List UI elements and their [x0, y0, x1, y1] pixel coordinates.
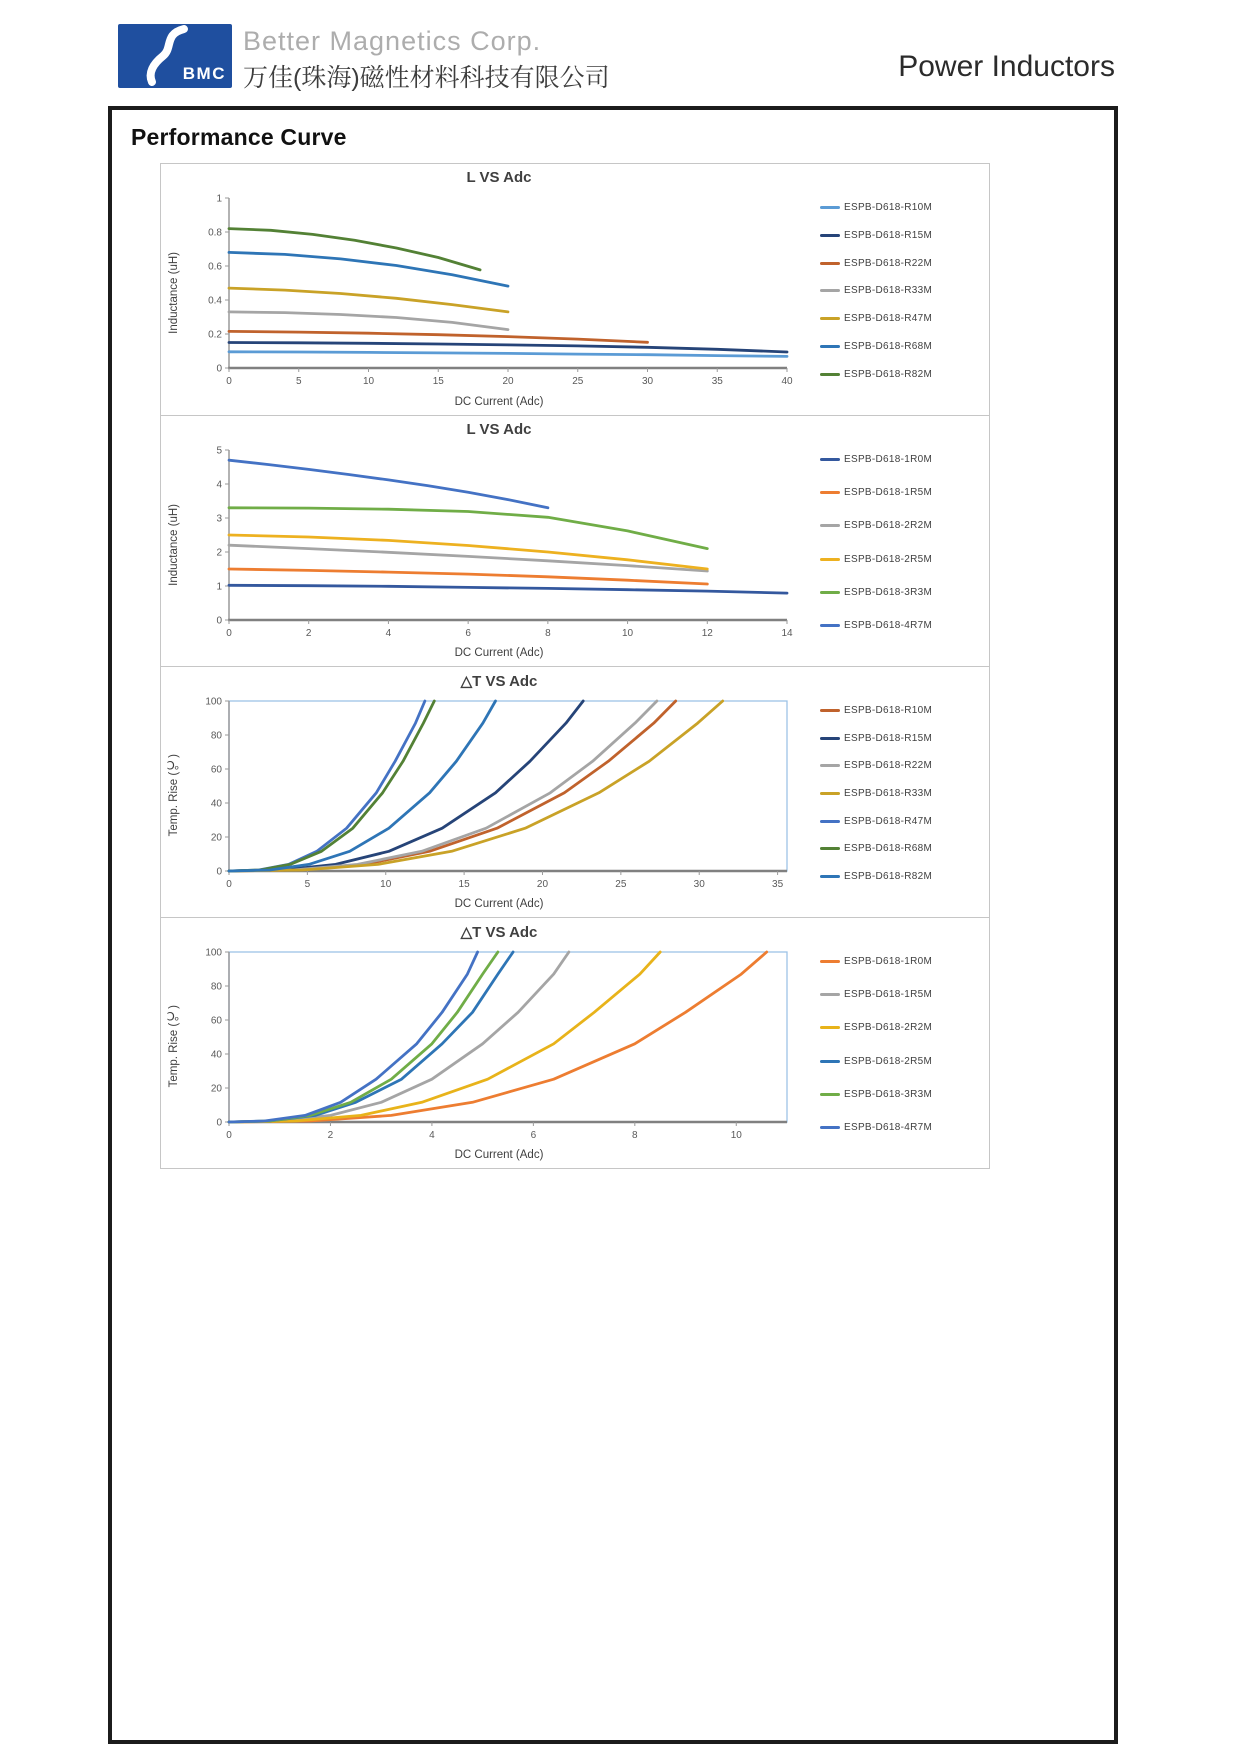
- legend-swatch-icon: [820, 206, 840, 209]
- chart-dt-vs-adc-r-series: [187, 693, 812, 893]
- legend-series-name: ESPB-D618-R10M: [844, 705, 933, 716]
- svg-text:15: 15: [432, 376, 444, 387]
- legend-item: [820, 313, 976, 324]
- svg-text:0: 0: [226, 1130, 232, 1141]
- chart-title: △T VS Adc: [460, 924, 538, 941]
- legend-series-name: ESPB-D618-R82M: [844, 368, 933, 380]
- legend-item: [820, 989, 976, 1000]
- legend-item: [820, 285, 976, 296]
- svg-text:4: 4: [385, 628, 392, 639]
- legend-item: [820, 520, 976, 531]
- svg-text:80: 80: [210, 730, 222, 742]
- legend-series-name: ESPB-D618-3R3M: [844, 1088, 933, 1100]
- legend-swatch-icon: [820, 262, 840, 265]
- svg-text:0: 0: [216, 866, 222, 878]
- chart-legend: [812, 693, 976, 898]
- svg-text:0: 0: [216, 1117, 222, 1129]
- svg-text:100: 100: [205, 696, 222, 708]
- svg-text:12: 12: [701, 628, 713, 639]
- legend-swatch-icon: [820, 317, 840, 320]
- svg-text:30: 30: [693, 879, 705, 890]
- logo-text: BMC: [182, 64, 226, 83]
- x-axis-label: DC Current (Adc): [454, 647, 544, 659]
- company-logo: [118, 24, 232, 88]
- legend-series-name: ESPB-D618-R68M: [844, 843, 933, 855]
- legend-item: [820, 871, 976, 882]
- legend-swatch-icon: [820, 591, 840, 594]
- svg-text:0: 0: [226, 879, 232, 890]
- svg-text:8: 8: [545, 628, 551, 639]
- legend-series-name: ESPB-D618-3R3M: [844, 586, 933, 598]
- legend-item: [820, 554, 976, 565]
- legend-series-name: ESPB-D618-R22M: [844, 257, 933, 269]
- svg-text:40: 40: [781, 376, 793, 387]
- svg-text:2: 2: [327, 1130, 334, 1141]
- chart-l-vs-adc-r-series: [187, 190, 812, 390]
- legend-item: [820, 1089, 976, 1100]
- legend-item: [820, 341, 976, 352]
- legend-swatch-icon: [820, 764, 840, 767]
- legend-swatch-icon: [820, 234, 840, 237]
- legend-item: [820, 258, 976, 269]
- svg-text:6: 6: [465, 628, 471, 639]
- legend-series-name: ESPB-D618-R15M: [844, 732, 933, 744]
- svg-text:30: 30: [641, 376, 654, 387]
- x-axis-label: DC Current (Adc): [454, 396, 544, 408]
- svg-text:1: 1: [216, 581, 222, 593]
- svg-text:20: 20: [502, 376, 514, 387]
- legend-swatch-icon: [820, 993, 840, 996]
- legend-item: [820, 202, 976, 213]
- legend-item: [820, 956, 976, 967]
- legend-series-name: ESPB-D618-1R0M: [844, 454, 933, 465]
- legend-swatch-icon: [820, 737, 840, 740]
- svg-text:3: 3: [216, 513, 222, 525]
- chart-legend: [812, 442, 976, 647]
- svg-text:40: 40: [210, 798, 222, 810]
- svg-text:0: 0: [216, 615, 222, 627]
- svg-text:10: 10: [380, 879, 392, 890]
- svg-text:5: 5: [304, 879, 311, 890]
- chart-title: L VS Adc: [466, 169, 532, 186]
- svg-text:60: 60: [210, 1015, 222, 1027]
- y-axis-label: Inductance (uH): [168, 503, 180, 586]
- svg-text:5: 5: [216, 445, 222, 457]
- chart-cell-l-vs-adc-1r-series: [161, 415, 989, 666]
- legend-item: [820, 1056, 976, 1067]
- legend-item: [820, 1022, 976, 1033]
- legend-series-name: ESPB-D618-2R5M: [844, 1055, 933, 1067]
- svg-text:0.8: 0.8: [208, 227, 222, 239]
- legend-swatch-icon: [820, 792, 840, 795]
- legend-series-name: ESPB-D618-R22M: [844, 760, 933, 772]
- svg-text:10: 10: [622, 628, 634, 639]
- y-axis-label: Temp. Rise (℃): [168, 754, 180, 837]
- chart-cell-l-vs-adc-r-series: [161, 164, 989, 415]
- legend-item: [820, 705, 976, 716]
- x-axis-label: DC Current (Adc): [454, 1149, 544, 1161]
- legend-swatch-icon: [820, 345, 840, 348]
- svg-text:0.4: 0.4: [208, 295, 222, 307]
- legend-item: [820, 454, 976, 465]
- section-title: Performance Curve: [131, 124, 347, 150]
- legend-series-name: ESPB-D618-1R0M: [844, 956, 933, 967]
- legend-item: [820, 587, 976, 598]
- svg-text:6: 6: [530, 1130, 537, 1141]
- legend-swatch-icon: [820, 1026, 840, 1029]
- svg-text:0.2: 0.2: [208, 329, 222, 341]
- legend-swatch-icon: [820, 491, 840, 494]
- svg-text:5: 5: [295, 376, 302, 387]
- svg-text:20: 20: [536, 879, 549, 890]
- chart-cell-dt-vs-adc-r-series: [161, 666, 989, 917]
- legend-swatch-icon: [820, 960, 840, 963]
- svg-text:20: 20: [210, 832, 222, 844]
- y-axis-label: Inductance (uH): [168, 252, 180, 334]
- legend-swatch-icon: [820, 1126, 840, 1129]
- svg-text:2: 2: [216, 547, 222, 559]
- legend-swatch-icon: [820, 458, 840, 461]
- chart-dt-vs-adc-1r-series: [187, 944, 812, 1144]
- legend-swatch-icon: [820, 524, 840, 527]
- svg-text:20: 20: [210, 1083, 222, 1095]
- svg-text:0: 0: [216, 363, 222, 375]
- legend-swatch-icon: [820, 289, 840, 292]
- svg-text:0: 0: [226, 628, 232, 639]
- legend-series-name: ESPB-D618-R33M: [844, 787, 933, 799]
- svg-text:0: 0: [226, 376, 232, 387]
- legend-series-name: ESPB-D618-2R5M: [844, 553, 933, 565]
- legend-item: [820, 620, 976, 631]
- legend-item: [820, 733, 976, 744]
- legend-item: [820, 816, 976, 827]
- legend-series-name: ESPB-D618-4R7M: [844, 619, 933, 631]
- legend-item: [820, 369, 976, 380]
- legend-item: [820, 1122, 976, 1133]
- company-name-cn: 万佳(珠海)磁性材料科技有限公司: [243, 64, 610, 92]
- legend-swatch-icon: [820, 373, 840, 376]
- chart-legend: [812, 944, 976, 1149]
- svg-text:40: 40: [210, 1049, 222, 1061]
- legend-series-name: ESPB-D618-1R5M: [844, 989, 933, 1001]
- legend-swatch-icon: [820, 1093, 840, 1096]
- legend-item: [820, 760, 976, 771]
- performance-charts-container: [160, 163, 990, 1169]
- chart-title: △T VS Adc: [460, 673, 538, 690]
- chart-l-vs-adc-1r-series: [187, 442, 812, 642]
- legend-series-name: ESPB-D618-R10M: [844, 202, 933, 213]
- legend-series-name: ESPB-D618-R47M: [844, 313, 933, 325]
- legend-item: [820, 487, 976, 498]
- svg-text:4: 4: [429, 1130, 435, 1141]
- legend-swatch-icon: [820, 847, 840, 850]
- legend-series-name: ESPB-D618-1R5M: [844, 487, 933, 499]
- legend-swatch-icon: [820, 709, 840, 712]
- legend-swatch-icon: [820, 1060, 840, 1063]
- chart-title: L VS Adc: [466, 421, 532, 438]
- svg-text:4: 4: [216, 479, 222, 491]
- svg-text:14: 14: [781, 628, 793, 639]
- svg-text:0.6: 0.6: [208, 261, 222, 273]
- y-axis-label: Temp. Rise (℃): [168, 1005, 180, 1088]
- legend-series-name: ESPB-D618-R15M: [844, 229, 933, 241]
- product-category-title: Power Inductors: [898, 50, 1115, 83]
- svg-text:25: 25: [615, 879, 627, 890]
- legend-series-name: ESPB-D618-2R2M: [844, 1022, 933, 1034]
- x-axis-label: DC Current (Adc): [454, 898, 544, 910]
- chart-legend: [812, 190, 976, 396]
- svg-text:10: 10: [730, 1130, 742, 1141]
- legend-swatch-icon: [820, 875, 840, 878]
- svg-text:60: 60: [210, 764, 222, 776]
- svg-text:15: 15: [458, 879, 470, 890]
- svg-text:25: 25: [572, 376, 584, 387]
- legend-item: [820, 788, 976, 799]
- legend-swatch-icon: [820, 820, 840, 823]
- legend-series-name: ESPB-D618-R82M: [844, 870, 933, 882]
- svg-text:1: 1: [216, 193, 222, 205]
- legend-item: [820, 843, 976, 854]
- svg-text:100: 100: [205, 947, 222, 959]
- legend-swatch-icon: [820, 558, 840, 561]
- company-name-en: Better Magnetics Corp.: [243, 26, 542, 56]
- legend-swatch-icon: [820, 624, 840, 627]
- legend-series-name: ESPB-D618-R33M: [844, 285, 933, 297]
- legend-series-name: ESPB-D618-R68M: [844, 341, 933, 353]
- svg-text:80: 80: [210, 981, 222, 993]
- legend-series-name: ESPB-D618-R47M: [844, 815, 933, 827]
- legend-series-name: ESPB-D618-4R7M: [844, 1121, 933, 1133]
- chart-cell-dt-vs-adc-1r-series: [161, 917, 989, 1168]
- legend-item: [820, 230, 976, 241]
- svg-text:35: 35: [711, 376, 723, 387]
- svg-text:35: 35: [772, 879, 784, 890]
- svg-text:2: 2: [305, 628, 312, 639]
- svg-text:10: 10: [362, 376, 375, 387]
- legend-series-name: ESPB-D618-2R2M: [844, 520, 933, 532]
- svg-text:8: 8: [632, 1130, 638, 1141]
